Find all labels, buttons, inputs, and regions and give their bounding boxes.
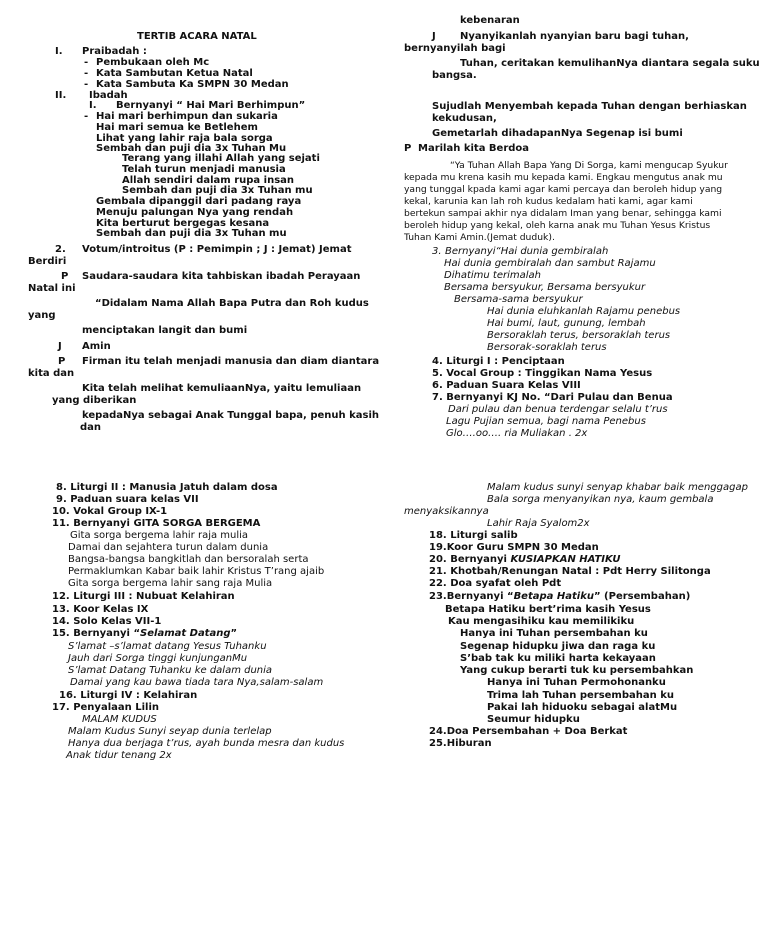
lyric-line: Telah turun menjadi manusia [122,164,286,175]
lyric-line: Hanya ini Tuhan Permohonanku [487,677,666,688]
program-item: 14. Solo Kelas VII-1 [52,616,162,627]
liturgy-line: Tuhan, ceritakan kemulihanNya diantara segala suku [460,58,760,69]
program-item [429,591,690,603]
item-number: 2. [55,244,66,255]
program-item-text: 20. Bernyanyi [429,554,511,565]
section-number: I. [55,46,63,57]
liturgy-line: yang diberikan [52,395,137,406]
program-item: 13. Koor Kelas IX [52,604,149,615]
lyric-line: Damai dan sejahtera turun dalam dunia [68,542,269,553]
liturgy-line: Gemetarlah dihadapanNya Segenap isi bumi [432,128,683,139]
lyric-line: Terang yang illahi Allah yang sejati [122,153,320,164]
lyric-line: Bersama bersyukur, Bersama bersyukur [444,282,646,293]
quote-mark: ” [230,628,238,639]
lyric-line: Hai mari berhimpun dan sukaria [96,111,278,122]
list-item: Kata Sambutan Ketua Natal [96,68,253,79]
lyric-line: Pakai lah hiduoku sebagai alatMu [487,702,678,713]
list-item: Kata Sambuta Ka SMPN 30 Medan [96,79,289,90]
lyric-line: menyaksikannya [404,506,489,517]
section-number: II. [55,90,67,101]
item-number: I. [89,100,97,111]
liturgy-line: Natal ini [28,283,76,294]
liturgy-line: Saudara-saudara kita tahbiskan ibadah Perayaan [82,271,361,282]
lyric-line: Lahir Raja Syalom2x [487,518,590,529]
song-title: Betapa Hatiku [513,591,594,602]
song-title: MALAM KUDUS [82,714,157,725]
lyric-line: Glo….oo…. ria Muliakan . 2x [446,428,588,439]
lyric-line: Damai yang kau bawa tiada tara Nya,salam-salam [70,677,324,688]
song-title: Bernyanyi“Hai dunia gembiralah [445,246,609,257]
lyric-line: Hai dunia gembiralah dan sambut Rajamu [444,258,656,269]
lyric-line: S’lamat –s’lamat datang Yesus Tuhanku [68,641,267,652]
program-item-text: 23.Bernyanyi “ [429,591,514,602]
program-item-text: ” (Persembahan) [593,591,691,602]
lyric-line: Sembah dan puji dia 3x Tuhan Mu [96,143,287,154]
liturgy-line: menciptakan langit dan bumi [82,325,248,336]
lyric-line: Kau mengasihiku kau memilikiku [448,616,635,627]
lyric-line: Hai bumi, laut, gunung, lembah [487,318,646,329]
program-item: 16. Liturgi IV : Kelahiran [59,690,198,701]
bullet: - [84,57,89,68]
speaker-label: J [58,341,62,352]
program-item: 5. Vocal Group : Tinggikan Nama Yesus [432,368,653,379]
prayer-paragraph: “Ya Tuhan Allah Bapa Yang Di Sorga, kami mengucap Syukur kepada mu krena kasih mu kepada kami. Engkau mengutus anak mu yang tunggal kpada kami agar kami percaya dan beroleh hidup yang kekal, karunia kan lah roh kudus kedalam hati kami, agar kami bertekun sampai akhir nya didalam Iman yang benar, sehingga kami beroleh hidup yang kekal, oleh karna anak mu Tuhan Yesus Kristus Tuhan Kami Amin.(Jemat duduk). [404,160,728,243]
speaker-label: P [404,143,412,154]
lyric-line: Yang cukup berarti tuk ku persembahkan [460,665,694,676]
lyric-line: Jauh dari Sorga tinggi kunjunganMu [68,653,248,664]
lyric-line: Seumur hidupku [487,714,580,725]
program-item: 6. Paduan Suara Kelas VIII [432,380,581,391]
lyric-line: Malam Kudus Sunyi seyap dunia terlelap [68,726,272,737]
liturgy-line: bangsa. [432,70,477,81]
lyric-line: Malam kudus sunyi senyap khabar baik menggagap [487,482,748,493]
speaker-label: J [432,31,436,42]
song-title: Bernyanyi “ Hai Mari Berhimpun” [116,100,306,111]
liturgy-line: Amin [82,341,111,352]
lyric-line: Betapa Hatiku bert’rima kasih Yesus [445,604,651,615]
lyric-line: Bersama-sama bersyukur [454,294,583,305]
lyric-line: Dihatimu terimalah [444,270,541,281]
lyric-line: Hanya dua berjaga t’rus, ayah bunda mesra dan kudus [68,738,345,749]
lyric-line: Bangsa-bangsa bangkitlah dan bersoralah serta [68,554,309,565]
liturgy-line: bernyanyilah bagi [404,43,506,54]
lyric-line: Hanya ini Tuhan persembahan ku [460,628,648,639]
lyric-line: Menuju palungan Nya yang rendah [96,207,294,218]
program-item: 7. Bernyanyi KJ No. “Dari Pulau dan Benua [432,392,673,403]
program-item: 4. Liturgi I : Penciptaan [432,356,565,367]
program-item: 24.Doa Persembahan + Doa Berkat [429,726,628,737]
speaker-label: P [61,271,69,282]
liturgy-line: Firman itu telah menjadi manusia dan diam diantara [82,356,380,367]
lyric-line: Hai mari semua ke Betlehem [96,122,258,133]
program-item: 12. Liturgi III : Nubuat Kelahiran [52,591,235,602]
liturgy-line: kebenaran [460,15,520,26]
lyric-line: Bersoraklah terus, bersoraklah terus [487,330,671,341]
lyric-line: Sembah dan puji dia 3x Tuhan mu [122,185,313,196]
lyric-line: Gembala dipanggil dari padang raya [96,196,302,207]
lyric-line: Bala sorga menyanyikan nya, kaum gembala [487,494,714,505]
program-item [52,628,237,640]
program-item: 9. Paduan suara kelas VII [56,494,199,505]
bullet: - [84,68,89,79]
lyric-line: Lagu Pujian semua, bagi nama Penebus [446,416,646,427]
lyric-line: Segenap hidupku jiwa dan raga ku [460,641,656,652]
lyric-line: Hai dunia eluhkanlah Rajamu penebus [487,306,681,317]
lyric-line: Permaklumkan Kabar baik lahir Kristus T’rang ajaib [68,566,325,577]
program-item: 22. Doa syafat oleh Pdt [429,578,562,589]
program-item [429,554,621,566]
program-item: 25.Hiburan [429,738,492,749]
lyric-line: Gita sorga bergema lahir raja mulia [70,530,249,541]
liturgy-line: kepadaNya sebagai Anak Tunggal bapa, penuh kasih [82,410,379,421]
page-title: TERTIB ACARA NATAL [137,31,257,42]
program-item: 21. Khotbah/Renungan Natal : Pdt Herry Silitonga [429,566,711,577]
program-item: 18. Liturgi salib [429,530,518,541]
lyric-line: S’bab tak ku miliki harta kekayaan [460,653,656,664]
liturgy-line: Kita telah melihat kemuliaanNya, yaitu lemuliaan [82,383,362,394]
bullet: - [84,79,89,90]
item-number: 3. [432,246,442,257]
lyric-line: Anak tidur tenang 2x [66,750,172,761]
liturgy-line: kita dan [28,368,75,379]
lyric-line: Lihat yang lahir raja bala sorga [96,133,273,144]
section-heading: Ibadah [89,90,128,101]
program-item-text: 15. Bernyanyi “ [52,628,141,639]
lyric-line: Trima lah Tuhan persembahan ku [487,690,674,701]
program-item: 11. Bernyanyi GITA SORGA BERGEMA [52,518,261,529]
liturgy-line: Sujudlah Menyembah kepada Tuhan dengan berhiaskan [432,101,747,112]
lyric-line: Kita berturut bergegas kesana [96,218,270,229]
song-title: KUSIAPKAN HATIKU [510,554,621,565]
bullet: - [84,111,89,122]
section-heading: Praibadah : [82,46,147,57]
lyric-line: S’lamat Datang Tuhanku ke dalam dunia [68,665,273,676]
liturgy-line: kekudusan, [432,113,497,124]
program-item: 17. Penyalaan Lilin [52,702,159,713]
speaker-label: P [58,356,66,367]
liturgy-line: dan [80,422,102,433]
program-item: 19.Koor Guru SMPN 30 Medan [429,542,599,553]
liturgy-line: Nyanyikanlah nyanyian baru bagi tuhan, [460,31,689,42]
program-item: 8. Liturgi II : Manusia Jatuh dalam dosa [56,482,278,493]
song-title: Selamat Datang [140,628,231,639]
lyric-line: Dari pulau dan benua terdengar selalu t’rus [448,404,668,415]
lyric-line: Bersorak-soraklah terus [487,342,607,353]
list-item: Pembukaan oleh Mc [96,57,210,68]
item-heading: Votum/introitus (P : Pemimpin ; J : Jemat) Jemat [82,244,352,255]
liturgy-line: yang [28,310,56,321]
lyric-line: Allah sendiri dalam rupa insan [122,175,295,186]
lyric-line: Sembah dan puji dia 3x Tuhan mu [96,228,287,239]
item-heading-cont: Berdiri [28,256,67,267]
lyric-line: Gita sorga bergema lahir sang raja Mulia [68,578,273,589]
program-item: 10. Vokal Group IX-1 [52,506,168,517]
liturgy-line: “Didalam Nama Allah Bapa Putra dan Roh kudus [95,298,369,309]
liturgy-line: Marilah kita Berdoa [418,143,530,154]
